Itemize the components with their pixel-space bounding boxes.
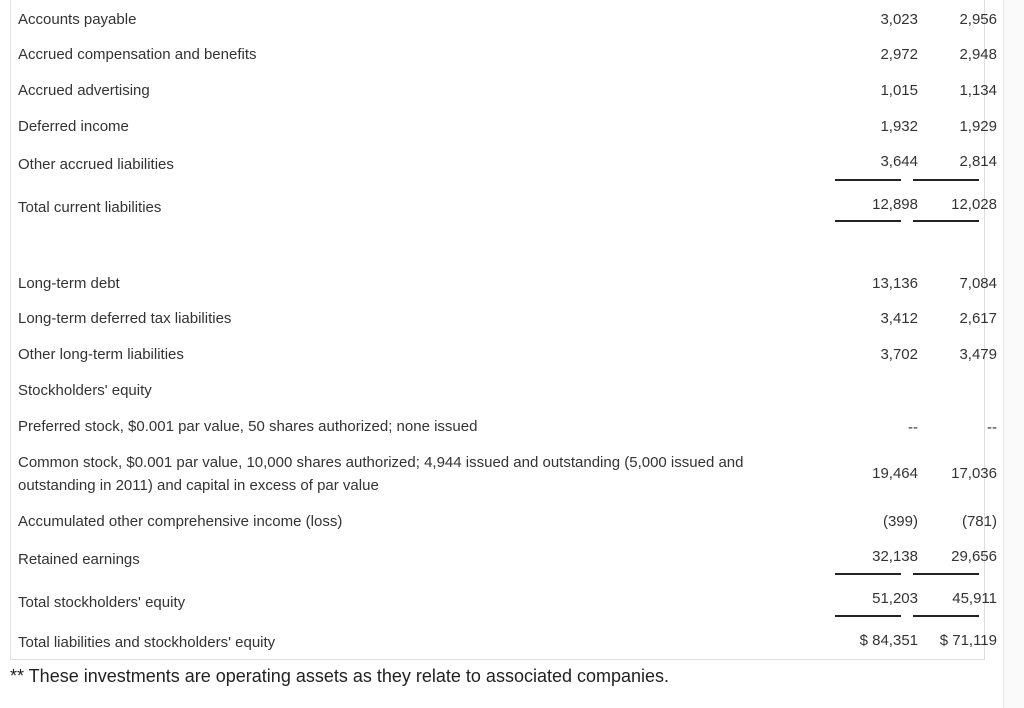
section-heading: Stockholders' equity bbox=[18, 382, 152, 399]
value-prior-year: 1,929 bbox=[959, 118, 997, 135]
value-prior-year: 29,656 bbox=[951, 548, 997, 565]
row-label: Accrued compensation and benefits bbox=[18, 46, 257, 63]
value-prior-year: (781) bbox=[961, 513, 997, 530]
value-prior-year: 2,956 bbox=[959, 11, 997, 28]
value-prior-year: 2,814 bbox=[959, 153, 997, 170]
row-label: Other long-term liabilities bbox=[18, 346, 184, 363]
value-prior-year: $ 71,119 bbox=[939, 632, 997, 649]
value-prior-year: 17,036 bbox=[951, 465, 997, 482]
footnote: ** These investments are operating assets as they relate to associated companies. bbox=[10, 666, 670, 686]
row-label: Long-term deferred tax liabilities bbox=[18, 310, 232, 327]
subtotal-rule bbox=[835, 615, 901, 617]
value-prior-year: 2,617 bbox=[959, 310, 997, 327]
value-prior-year: 45,911 bbox=[952, 590, 997, 607]
value-prior-year: 12,028 bbox=[951, 196, 997, 213]
value-current-year: 1,932 bbox=[880, 118, 918, 135]
row-label: Accounts payable bbox=[18, 11, 137, 28]
value-current-year: (399) bbox=[882, 513, 918, 530]
total-rule bbox=[835, 220, 901, 222]
value-current-year: -- bbox=[908, 419, 918, 436]
value-current-year: 3,702 bbox=[880, 346, 918, 363]
value-current-year: 51,203 bbox=[872, 590, 918, 607]
value-current-year: $ 84,351 bbox=[859, 632, 918, 649]
value-current-year: 19,464 bbox=[872, 465, 918, 482]
value-prior-year: 1,134 bbox=[959, 82, 997, 99]
row-label: Common stock, $0.001 par value, 10,000 shares authorized; 4,944 issued and outstanding (5,000 issued and outstanding in 2011) and capital in excess of par value bbox=[18, 454, 744, 494]
row-label: Total current liabilities bbox=[18, 199, 162, 216]
value-prior-year: 3,479 bbox=[959, 346, 997, 363]
value-prior-year: 7,084 bbox=[959, 275, 997, 292]
row-label: Preferred stock, $0.001 par value, 50 shares authorized; none issued bbox=[18, 418, 478, 435]
row-label: Total stockholders' equity bbox=[18, 594, 186, 611]
row-label: Accrued advertising bbox=[18, 82, 150, 99]
subtotal-rule bbox=[835, 179, 901, 181]
value-current-year: 13,136 bbox=[872, 275, 918, 292]
value-current-year: 1,015 bbox=[880, 82, 918, 99]
value-current-year: 32,138 bbox=[872, 548, 918, 565]
row-label: Long-term debt bbox=[18, 275, 120, 292]
row-label: Total liabilities and stockholders' equity bbox=[18, 634, 276, 651]
value-current-year: 2,972 bbox=[880, 46, 918, 63]
row-label: Accumulated other comprehensive income (loss) bbox=[18, 513, 343, 530]
row-label: Other accrued liabilities bbox=[18, 156, 174, 173]
total-rule bbox=[913, 220, 979, 222]
subtotal-rule bbox=[835, 573, 901, 575]
value-current-year: 3,023 bbox=[880, 11, 918, 28]
value-prior-year: -- bbox=[987, 419, 997, 436]
subtotal-rule bbox=[913, 179, 979, 181]
value-prior-year: 2,948 bbox=[959, 46, 997, 63]
value-current-year: 3,412 bbox=[880, 310, 918, 327]
row-label: Retained earnings bbox=[18, 551, 140, 568]
value-current-year: 12,898 bbox=[872, 196, 918, 213]
scrollbar-track[interactable] bbox=[1003, 0, 1024, 708]
value-current-year: 3,644 bbox=[880, 153, 918, 170]
subtotal-rule bbox=[913, 615, 979, 617]
row-label: Deferred income bbox=[18, 118, 129, 135]
subtotal-rule bbox=[913, 573, 979, 575]
